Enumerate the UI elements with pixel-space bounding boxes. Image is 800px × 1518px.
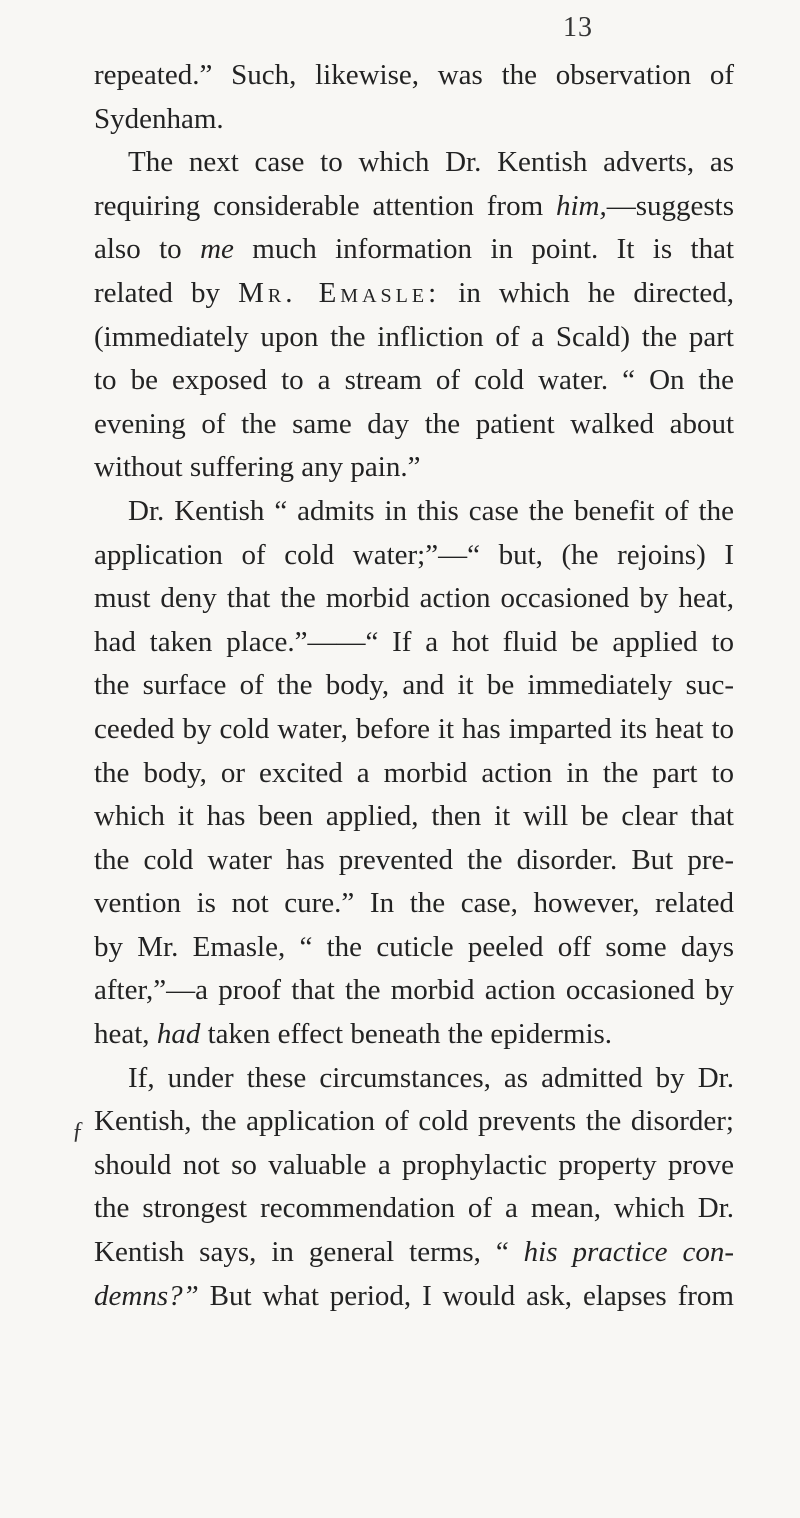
text-line: must deny that the morbid action occasioned by heat, [94,582,734,615]
text-line: application of cold water;”—“ but, (he rejoins) I [94,538,734,571]
text-line: after,”—a proof that the morbid action occasioned by [94,974,734,1007]
text-line: The next case to which Dr. Kentish adverts, as [128,146,734,179]
text-line: (immediately upon the infliction of a Scald) the part [94,320,734,353]
text-line: had taken place.”——“ If a hot fluid be applied to [94,625,734,658]
text-line: requiring considerable attention from him,—suggests [94,189,734,222]
italic-emphasis: his practice con- [523,1236,734,1269]
text-line: without suffering any pain.” [94,451,421,484]
body-text [94,54,734,1318]
text-line: vention is not cure.” In the case, however, related [94,887,734,920]
italic-emphasis: me [200,233,234,266]
text-line: related by Mr. Emasle: in which he directed, [94,276,735,309]
text-line: Sydenham. [94,102,224,135]
text-line: heat, had taken effect beneath the epidermis. [94,1018,613,1051]
text-line: repeated.” Such, likewise, was the observation of [94,59,734,91]
text-line: which it has been applied, then it will be clear that [94,800,734,833]
page-number: 13 [563,12,593,43]
text-line: ceeded by cold water, before it has imparted its heat to [94,712,734,745]
small-caps-name: Mr. Emasle: [238,276,441,309]
text-line: the strongest recommendation of a mean, which Dr. [94,1192,734,1225]
text-line: the body, or excited a morbid action in the part to [94,756,734,789]
italic-emphasis: demns?” [94,1279,199,1312]
text-line: by Mr. Emasle, “ the cuticle peeled off some days [94,930,734,963]
text-line: demns?” But what period, I would ask, elapses from [94,1279,734,1312]
text-line: should not so valuable a prophylactic property prove [94,1148,734,1181]
text-line: Kentish says, in general terms, “ his practice con- [94,1236,734,1269]
text-line: evening of the same day the patient walked about [94,407,734,440]
text-line: also to me much information in point. It is that [94,233,734,266]
text-line: the cold water has prevented the disorder. But pre- [94,843,734,876]
text-line: to be exposed to a stream of cold water. “ On the [94,364,734,397]
text-line: Dr. Kentish “ admits in this case the benefit of the [128,494,734,527]
text-line: Kentish, the application of cold prevents the disorder; [94,1105,734,1138]
italic-emphasis: had [156,1018,201,1051]
text-line: the surface of the body, and it be immediately suc- [94,669,734,702]
italic-emphasis: him, [555,189,607,222]
margin-mark: ƒ [72,1118,84,1144]
text-line: If, under these circumstances, as admitted by Dr. [128,1061,734,1094]
